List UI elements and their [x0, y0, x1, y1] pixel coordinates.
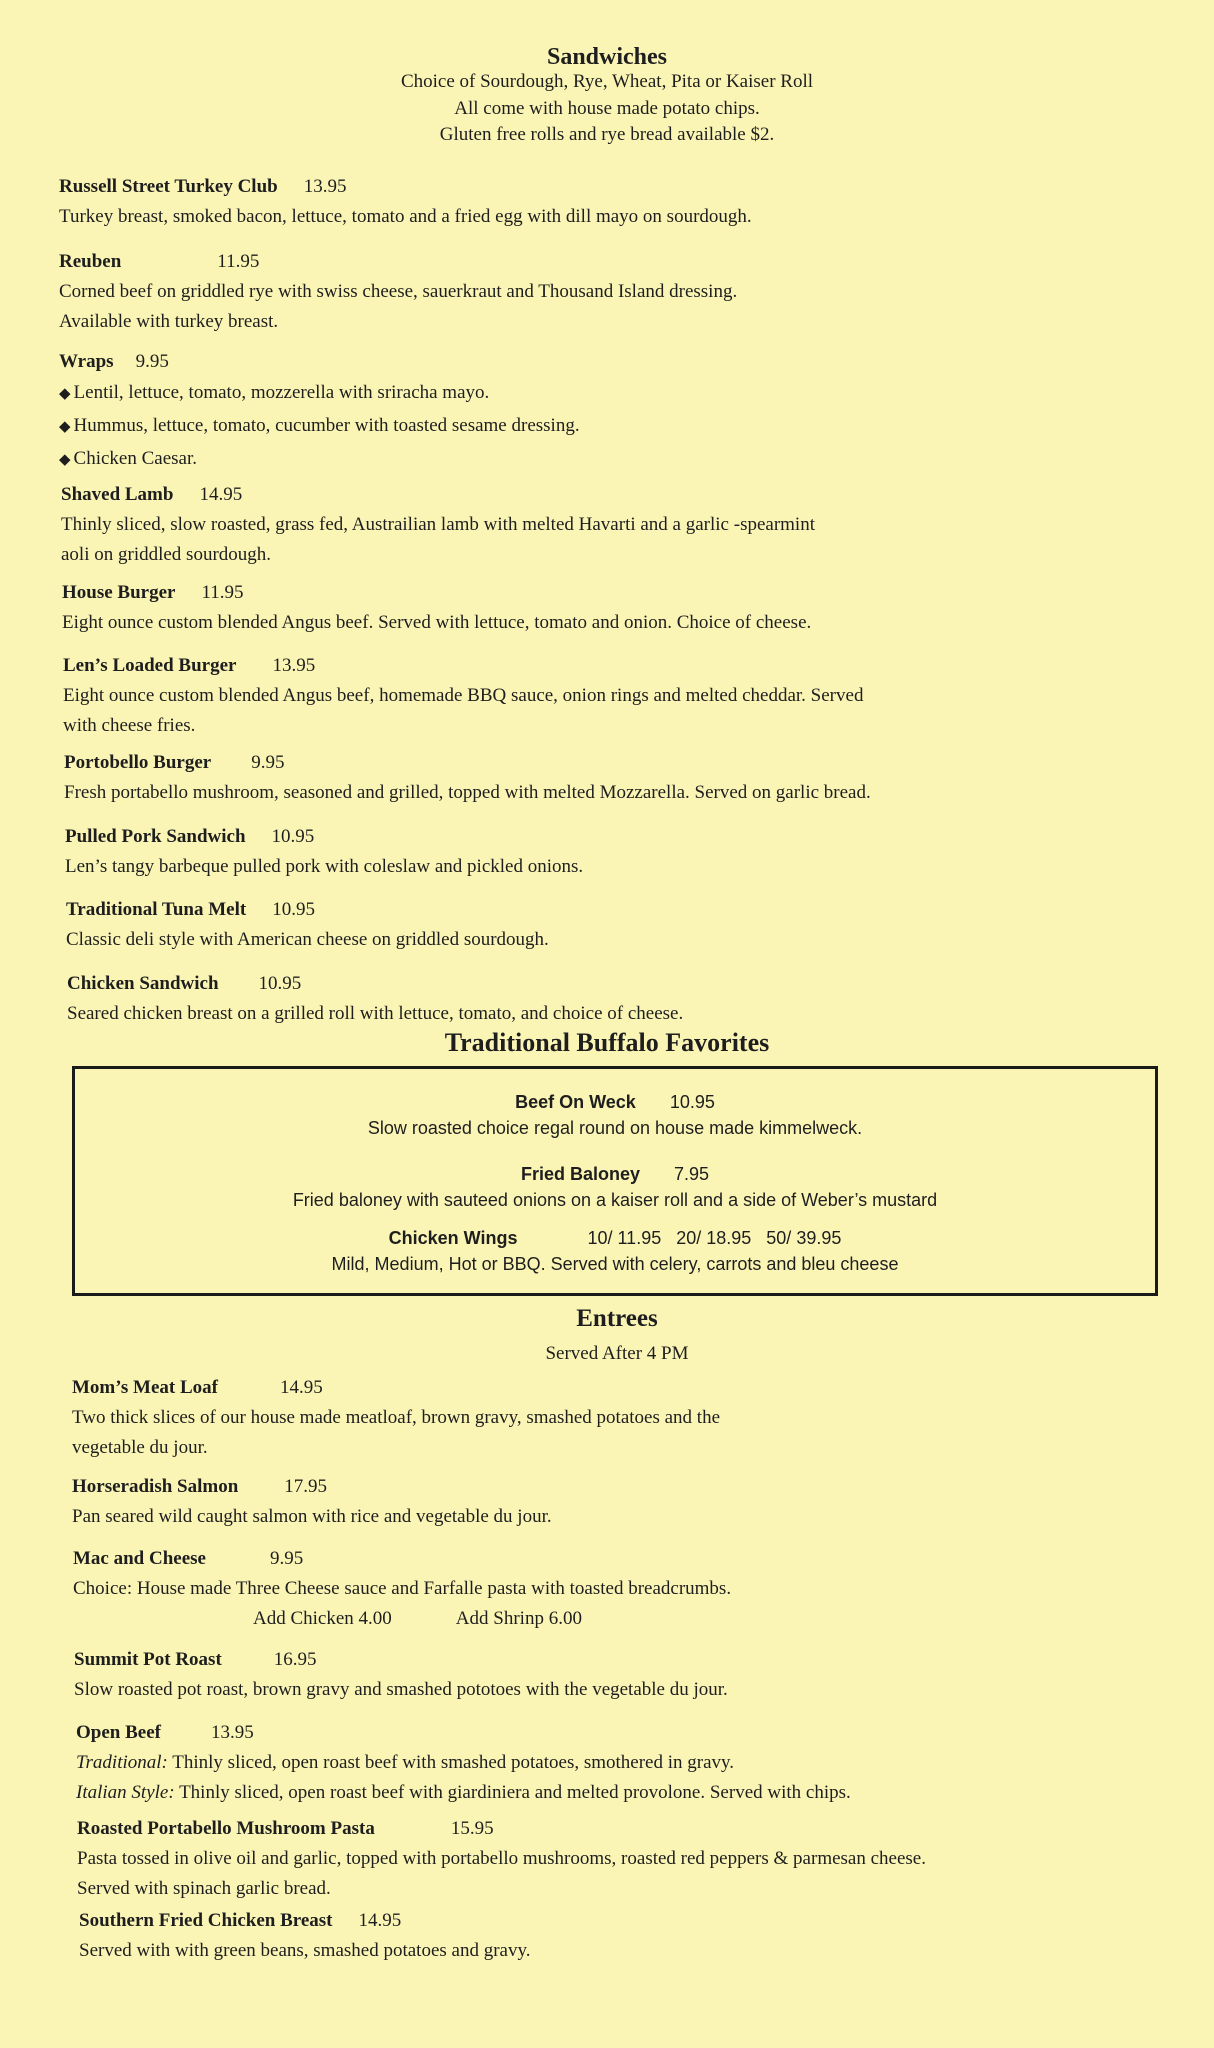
item-price: 9.95 — [251, 752, 285, 773]
item-description: Choice: House made Three Cheese sauce and Farfalle pasta with toasted breadcrumbs. — [73, 1578, 732, 1599]
add-chicken-option: Add Chicken 4.00 — [253, 1608, 392, 1629]
item-name: Mac and Cheese — [73, 1548, 206, 1569]
item-name: Chicken Sandwich — [67, 973, 219, 994]
add-shrimp-option: Add Shrinp 6.00 — [455, 1608, 582, 1629]
style-label: Traditional: — [76, 1752, 168, 1773]
menu-item-chicken-sandwich — [67, 969, 1167, 1029]
item-name: Len’s Loaded Burger — [63, 655, 237, 676]
item-name: Traditional Tuna Melt — [66, 899, 247, 920]
item-price: 17.95 — [284, 1476, 328, 1497]
menu-item-tuna-melt — [66, 895, 1166, 955]
item-price: 13.95 — [272, 655, 316, 676]
item-description: Eight ounce custom blended Angus beef. Served with lettuce, tomato and onion. Choice of cheese. — [62, 612, 812, 633]
entrees-title: Entrees — [576, 1305, 658, 1332]
sandwiches-intro-gluten: Gluten free rolls and rye bread available $2. — [439, 124, 775, 145]
item-name: Southern Fried Chicken Breast — [79, 1910, 333, 1931]
item-price: 14.95 — [358, 1910, 402, 1931]
buffalo-favorites-box — [72, 1066, 1158, 1296]
menu-item-open-beef — [76, 1718, 1176, 1808]
item-price: 15.95 — [450, 1818, 494, 1839]
item-name: Summit Pot Roast — [74, 1649, 222, 1670]
item-price: 9.95 — [269, 1548, 304, 1569]
wrap-option: ◆ Hummus, lettuce, tomato, cucumber with toasted sesame dressing. — [59, 415, 580, 436]
item-description: Corned beef on griddled rye with swiss cheese, sauerkraut and Thousand Island dressing. — [59, 281, 738, 302]
menu-item-loaded-burger — [63, 651, 1163, 741]
item-name: Reuben — [59, 251, 122, 272]
item-description-extra: Served with spinach garlic bread. — [77, 1878, 331, 1899]
menu-item-meat-loaf — [72, 1373, 1172, 1463]
item-description-extra: with cheese fries. — [63, 715, 196, 736]
diamond-bullet-icon: ◆ — [59, 452, 71, 468]
menu-item-beef-on-weck — [75, 1089, 1155, 1141]
entrees-subtitle: Served After 4 PM — [545, 1343, 689, 1364]
item-name: House Burger — [62, 582, 176, 603]
item-description: Classic deli style with American cheese on griddled sourdough. — [66, 929, 549, 950]
item-name: Fried Baloney — [520, 1164, 640, 1184]
item-description: Slow roasted pot roast, brown gravy and smashed pototoes with the vegetable du jour. — [74, 1679, 728, 1700]
item-price: 11.95 — [201, 582, 244, 603]
item-description-extra: Available with turkey breast. — [59, 311, 279, 332]
item-name: Roasted Portabello Mushroom Pasta — [77, 1818, 375, 1839]
add-on-options — [253, 1604, 1173, 1634]
menu-item-shaved-lamb — [61, 480, 1161, 570]
item-description: Fresh portabello mushroom, seasoned and grilled, topped with melted Mozzarella. Served on garlic bread. — [64, 782, 871, 803]
item-price: 13.95 — [303, 176, 347, 197]
menu-item-mac-and-cheese — [73, 1544, 1173, 1634]
wrap-option: ◆ Chicken Caesar. — [59, 448, 198, 469]
menu-item-pulled-pork — [65, 822, 1165, 882]
item-description: Fried baloney with sauteed onions on a kaiser roll and a side of Weber’s mustard — [292, 1190, 938, 1210]
item-name: Horseradish Salmon — [72, 1476, 239, 1497]
menu-item-reuben — [59, 247, 1159, 337]
menu-item-turkey-club — [59, 172, 1159, 232]
item-description: Thinly sliced, slow roasted, grass fed, Austrailian lamb with melted Havarti and a garlic -spearmint — [61, 514, 815, 535]
item-price: 10.95 — [669, 1092, 715, 1112]
item-price: 14.95 — [279, 1377, 323, 1398]
menu-item-house-burger — [62, 578, 1162, 638]
menu-item-fried-baloney — [75, 1161, 1155, 1213]
sandwiches-intro-chips: All come with house made potato chips. — [454, 98, 760, 119]
item-name: Open Beef — [76, 1722, 161, 1743]
item-name: Chicken Wings — [388, 1228, 518, 1248]
item-name: Shaved Lamb — [61, 484, 174, 505]
item-name: Pulled Pork Sandwich — [65, 826, 246, 847]
menu-item-chicken-wings — [75, 1225, 1155, 1277]
item-description-extra: vegetable du jour. — [72, 1437, 208, 1458]
item-price: 9.95 — [135, 351, 169, 372]
item-price: 7.95 — [673, 1164, 710, 1184]
item-price: 11.95 — [217, 251, 260, 272]
item-description: Two thick slices of our house made meatloaf, brown gravy, smashed potatoes and the — [72, 1407, 721, 1428]
item-description: Turkey breast, smoked bacon, lettuce, tomato and a fried egg with dill mayo on sourdough. — [59, 206, 752, 227]
menu-item-wraps — [59, 347, 1159, 476]
item-price: 10.95 — [271, 826, 315, 847]
diamond-bullet-icon: ◆ — [59, 386, 71, 402]
style-label: Italian Style: — [76, 1782, 175, 1803]
item-description: Pasta tossed in olive oil and garlic, topped with portabello mushrooms, roasted red peppers & parmesan cheese. — [77, 1848, 926, 1869]
item-name: Mom’s Meat Loaf — [72, 1377, 218, 1398]
wrap-option: ◆ Lentil, lettuce, tomato, mozzerella with sriracha mayo. — [59, 382, 490, 403]
item-description: Eight ounce custom blended Angus beef, homemade BBQ sauce, onion rings and melted cheddar. Served — [63, 685, 864, 706]
item-name: Wraps — [59, 351, 114, 372]
item-description: Slow roasted choice regal round on house made kimmelweck. — [367, 1118, 863, 1138]
item-price: 10/ 11.95 20/ 18.95 50/ 39.95 — [587, 1228, 842, 1248]
menu-item-portobello-burger — [64, 748, 1164, 808]
item-name: Beef On Weck — [515, 1092, 636, 1112]
item-price: 16.95 — [273, 1649, 317, 1670]
diamond-bullet-icon: ◆ — [59, 419, 71, 435]
item-description: Len’s tangy barbeque pulled pork with coleslaw and pickled onions. — [65, 856, 584, 877]
open-beef-italian: Italian Style: Thinly sliced, open roast beef with giardiniera and melted provolone. Served with chips. — [76, 1782, 851, 1803]
item-description: Seared chicken breast on a grilled roll with lettuce, tomato, and choice of cheese. — [67, 1003, 684, 1024]
sandwiches-title: Sandwiches — [546, 44, 668, 70]
open-beef-traditional: Traditional: Thinly sliced, open roast beef with smashed potatoes, smothered in gravy. — [76, 1752, 735, 1773]
item-description: Pan seared wild caught salmon with rice and vegetable du jour. — [72, 1506, 552, 1527]
item-name: Portobello Burger — [64, 752, 212, 773]
item-description: Mild, Medium, Hot or BBQ. Served with celery, carrots and bleu cheese — [331, 1254, 899, 1274]
menu-item-mushroom-pasta — [77, 1814, 1202, 1904]
item-description-extra: aoli on griddled sourdough. — [61, 544, 272, 565]
item-description: Served with with green beans, smashed potatoes and gravy. — [79, 1940, 531, 1961]
menu-item-pot-roast — [74, 1645, 1174, 1705]
menu-item-fried-chicken-breast — [79, 1906, 1179, 1966]
item-price: 13.95 — [210, 1722, 254, 1743]
menu-item-horseradish-salmon — [72, 1472, 1172, 1532]
sandwiches-intro-bread: Choice of Sourdough, Rye, Wheat, Pita or Kaiser Roll — [400, 71, 814, 92]
buffalo-title: Traditional Buffalo Favorites — [444, 1028, 770, 1057]
item-price: 10.95 — [258, 973, 302, 994]
item-name: Russell Street Turkey Club — [59, 176, 278, 197]
item-price: 10.95 — [272, 899, 315, 920]
item-price: 14.95 — [199, 484, 243, 505]
